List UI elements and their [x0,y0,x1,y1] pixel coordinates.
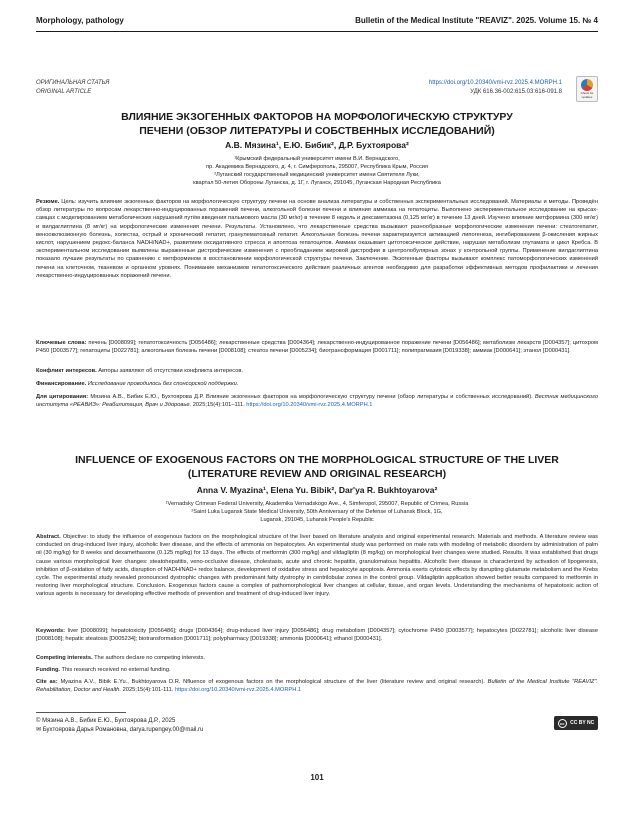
conflict-en-label: Competing interests. [36,655,93,661]
funding-en-label: Funding. [36,667,61,673]
copyright: © Мязина А.В., Бибик Е.Ю., Бухтоярова Д.Р., 2025 [36,718,176,724]
keywords-ru-text: печень [D008099]; гепатотоксичность [D056486]; лекарственные средства [D004364]; лекарственно-индуцированное поражение печени [D056486]; метаболизм лекарств [D004357]; цитохром P450 [D003577]; гепатоциты [D022781]; алкогольная болезнь печени [D008108]; стеатоз печени [D005234]; биотрансформация [D001711]; полипрагмазия [D019338]; аммиак [D000641]; этанол [D000431]. [36,340,598,355]
abstract-en-text: Objective: to study the influence of exogenous factors on the morphological structure of the liver based on literature analysis and original experimental research. Materials and methods. A literature review was conducted on drug-induced liver injury, alcoholic liver disease, and the effects of ammonia on hepatocytes. An experimental study was performed on male rats with modeling of metabolic disorders by administration of palm oil (30 mg/kg) for 8 weeks and dexamethasone (0.125 mg/kg) for 13 days. The effects of metformin (300 mg/kg) and vildagliptin (8 mg/kg) on morphological liver changes were studied. Results. It was established that drugs cause various morphological liver changes: steatohepatitis, veno-occlusive disease, cholestasis, acute and chronic hepatitis, granulomatous hepatitis. Alcoholic liver disease is characterized by activation of lipogenesis, inhibition of β-oxidation of fatty acids, disruption of NADH/NAD+ redox balance, development of oxidative stress and hepatocyte apoptosis. Ammonia exerts cytotoxic effects by disrupting glutamate metabolism and the Krebs cycle. The experimental study revealed pronounced dystrophic changes with predominant fatty dystrophy in centrilobular zones in the control group. Vildagliptin application showed better results compared to metformin in restoring liver morphological structure. Conclusion. Exogenous factors cause a complex of pathomorphological liver changes at cellular, tissue, and organ levels. Understanding the mechanisms of hepatotoxic action of various agents is necessary for developing effective methods of prevention and treatment of drug-induced liver injury. [36,534,598,598]
affil-ru-2: пр. Академика Вернадского, д. 4, г. Симферополь, 295007, Республика Крым, Россия [206,164,428,170]
affiliations-en [60,500,574,524]
conflict-ru-label: Конфликт интересов. [36,368,97,374]
page-number: 101 [310,773,324,782]
license-text: CC BY NC [570,720,595,726]
badge-label: Check for updates [580,91,594,99]
authors-en: Anna V. Myazina¹, Elena Yu. Bibik², Dar'ya R. Bukhtoyarova² [196,485,438,495]
abstract-ru-label: Резюме. [36,199,60,205]
keywords-ru-label: Ключевые слова: [36,340,87,346]
udc-code: УДК 616.36-002:615.03:616-091.8 [470,89,562,95]
contact-line [36,726,203,735]
cite-ru-journal: Вестник медицинского института «РЕАВИЗ»: Реабилитация, Врач и Здоровье. [36,394,598,409]
keywords-ru [36,339,598,355]
title-en [36,453,598,481]
article-type-ru: ОРИГИНАЛЬНАЯ СТАТЬЯ [36,80,110,86]
header-divider [36,31,598,32]
citation-en [36,678,598,694]
funding-en [36,666,598,674]
envelope-icon: ✉ [36,727,42,733]
funding-ru [36,380,598,388]
funding-ru-text: Исследование проводилось без спонсорской поддержки. [87,381,239,387]
cite-en-year: 2025;15(4):101-111. [122,687,174,694]
check-for-updates-badge[interactable] [576,76,598,102]
affil-en-1: ¹Vernadsky Crimean Federal University, Akademika Vernadskogo Ave., 4, Simferopol, 295007, Republic of Crimea, Russia [165,501,469,507]
affiliations-ru [60,155,574,187]
affil-en-3: Lugansk, 291045, Luhansk People's Republic [260,517,374,523]
title-ru [36,110,598,138]
article-identifiers [429,79,562,97]
cite-ru-text: Мязина А.В., Бибик Е.Ю., Бухтоярова Д.Р. Влияние экзогенных факторов на морфологическую структуру печени (обзор литературы и собственных исследований). [90,394,533,400]
affil-ru-1: ¹Крымский федеральный университет имени В.И. Вернадского, [234,156,400,162]
affil-en-2: ²Saint Luka Lugansk State Medical University, 50th Anniversary of the Defense of Luhansk Block, 1G, [191,509,443,515]
footer-divider [36,712,126,713]
cite-ru-doi-link[interactable]: https://doi.org/10.20340/vmi-rvz.2025.4.MORPH.1 [246,402,373,409]
authors-ru: А.В. Мязина¹, Е.Ю. Бибик², Д.Р. Бухтоярова² [225,140,409,150]
cc-icon: cc [558,719,567,728]
title-en-line2: (LITERATURE REVIEW AND ORIGINAL RESEARCH) [187,468,447,480]
affil-ru-4: квартал 50-летия Обороны Луганска, д. 1Г, г. Луганск, 291045, Луганская Народная Республика [193,180,441,186]
keywords-en-label: Keywords: [36,628,66,634]
abstract-en [36,533,598,599]
affil-ru-3: ²Луганский государственный медицинский университет имени Святителя Луки, [214,172,420,178]
abstract-ru [36,198,598,280]
footer-info [36,717,203,735]
title-ru-line1: ВЛИЯНИЕ ЭКЗОГЕННЫХ ФАКТОРОВ НА МОРФОЛОГИЧЕСКУЮ СТРУКТУРУ [121,111,513,123]
conflict-en-text: The authors declare no competing interests. [94,655,206,661]
cite-en-label: Cite as: [36,679,58,685]
cc-license-badge[interactable] [554,716,598,730]
cite-ru-label: Для цитирования: [36,394,89,400]
title-en-line1: INFLUENCE OF EXOGENOUS FACTORS ON THE MORPHOLOGICAL STRUCTURE OF THE LIVER [75,454,559,466]
running-header [36,16,598,30]
abstract-ru-text: Цель: изучить влияние экзогенных факторов на морфологическую структуру печени на основе анализа литературы и собственных экспериментальных исследований. Материалы и методы. Проведён обзор литературы по вопросам лекарственно-индуцированных поражений печени, алкогольной болезни печени и влияния аммиака на гепатоциты. Выполнено экспериментальное исследование на крысах-самцах с моделированием метаболических нарушений путём введения пальмового масла (30 мг/кг) в течение 8 недель и дексаметазона (0,125 мг/кг) в течение 13 дней. Изучено влияние метформина (300 мг/кг) и вилдаглиптина (8 мг/кг) на морфологические изменения печени. Результаты. Установлено, что лекарственные средства вызывают разнообразные морфологические изменения печени: стеатогепатит, веноокклюзионную болезнь, холестаз, острый и хронический гепатит, гранулематозный гепатит. Алкогольная болезнь печени характеризуется активацией липогенеза, ингибированием β-окисления жирных кислот, нарушением редокс-баланса NADH/NAD+, развитием оксидативного стресса и апоптоза гепатоцитов. Аммиак оказывает цитотоксическое действие, нарушая метаболизм глутамата и цикл Кребса. В экспериментальном исследовании выявлены выраженные дистрофические изменения с преобладанием жировой дистрофии в центролобулярных зонах у контрольной группы. Применение вилдаглиптина показало лучшие результаты по сравнению с метформином в восстановлении морфологической структуры печени. Заключение. Экзогенные факторы вызывают комплекс патоморфологических изменений печени на клеточном, тканевом и органном уровнях. Понимание механизмов гепатотоксического действия различных агентов необходимо для разработки эффективных методов профилактики и лечения лекарственно-индуцированных поражений печени. [36,199,598,279]
keywords-en [36,627,598,643]
conflict-ru [36,367,598,375]
header-section: Morphology, pathology [36,16,124,25]
article-type [36,79,109,97]
contact-text[interactable]: Бухтоярова Дарья Романовна, darya.rupengey.00@mail.ru [42,727,204,733]
cite-ru-year: 2025;15(4):101–111. [192,402,245,409]
conflict-ru-text: Авторы заявляют об отсутствии конфликта интересов. [98,368,243,374]
title-ru-line2: ПЕЧЕНИ (ОБЗОР ЛИТЕРАТУРЫ И СОБСТВЕННЫХ ИССЛЕДОВАНИЙ) [139,125,495,137]
funding-ru-label: Финансирование. [36,381,87,387]
conflict-en [36,654,598,662]
cite-en-journal: Bulletin of the Medical Institute "REAVIZ". Rehabilitation, Doctor and Health. [36,679,598,694]
article-type-en: ORIGINAL ARTICLE [36,89,92,95]
funding-en-text: This research received no external funding. [61,667,171,673]
cite-en-text: Myazina A.V., Bibik E.Yu., Bukhtoyarova D.R. Nfluence of exogenous factors on the morphological structure of the liver (literature review and original research). [60,679,485,685]
header-journal: Bulletin of the Medical Institute "REAVIZ". 2025. Volume 15. № 4 [355,16,598,25]
citation-ru [36,393,598,409]
crossmark-icon [581,79,593,91]
doi-link[interactable]: https://doi.org/10.20340/vmi-rvz.2025.4.MORPH.1 [428,80,562,86]
abstract-en-label: Abstract. [36,534,61,540]
keywords-en-text: liver [D008099]; hepatotoxicity [D056486]; drugs [D004364]; drug-induced liver injury [D056486]; drug metabolism [D004357]; cytochrome P450 [D003577]; hepatocytes [D022781]; alcoholic liver disease [D008108]; hepatic steatosis [D005234]; biotransformation [D001711]; polypharmacy [D019338]; ammonia [D000641]; ethanol [D000431]. [36,628,598,643]
cite-en-doi-link[interactable]: https://doi.org/10.20340/vmi-rvz.2025.4.MORPH.1 [174,687,302,694]
